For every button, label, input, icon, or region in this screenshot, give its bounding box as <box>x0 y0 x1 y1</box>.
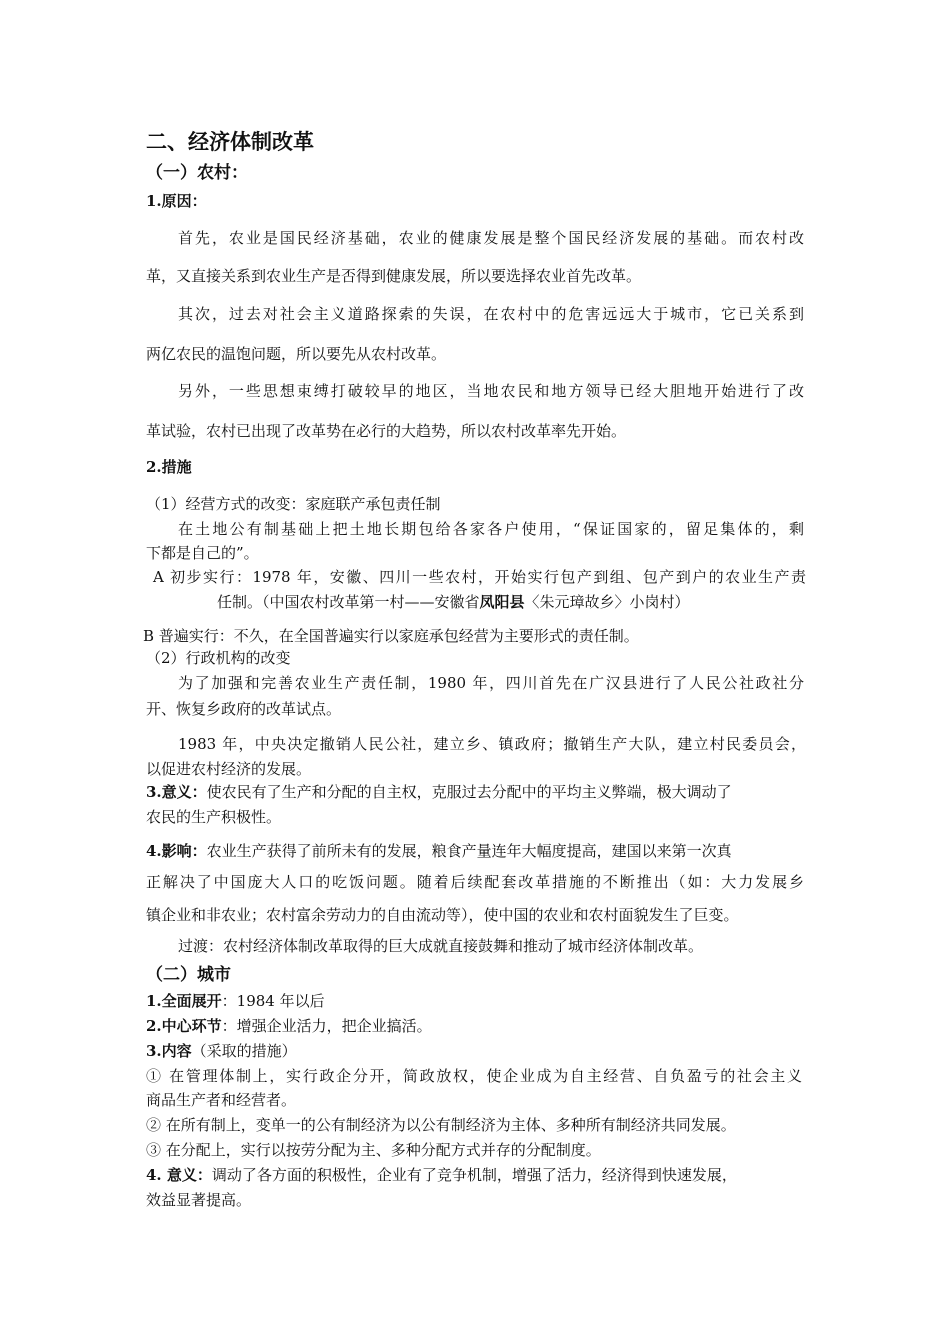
city-point-4-text: 调动了各方面的积极性，企业有了竞争机制，增强了活力，经济得到快速发展， <box>211 1166 737 1184</box>
city-point-3-text: （采取的措施） <box>191 1042 297 1060</box>
measure-2-line: 开、恢复乡政府的改革试点。 <box>146 700 342 718</box>
fengyang-county: 凤阳县 <box>479 593 525 611</box>
impact-line-1 <box>146 841 732 861</box>
meaning-line-1 <box>146 782 732 802</box>
city-item: ③ 在分配上，实行以按劳分配为主、多种分配方式并存的分配制度。 <box>146 1141 601 1159</box>
rural-heading: （一）农村： <box>146 163 248 183</box>
impact-label: 4.影响： <box>146 842 207 860</box>
meaning-label: 3.意义： <box>146 783 207 801</box>
reason-line: 首先，农业是国民经济基础，农业的健康发展是整个国民经济发展的基础。而农村改 <box>178 229 804 247</box>
city-item: ① 在管理体制上，实行政企分开，简政放权，使企业成为自主经营、自负盈亏的社会主义 <box>146 1067 802 1085</box>
city-point-1-label: 1.全面展开 <box>146 992 222 1010</box>
measure-a-line: A 初步实行：1978 年，安徽、四川一些农村，开始实行包产到组、包产到户的农业生产责 <box>153 568 806 586</box>
city-point-2 <box>146 1016 432 1036</box>
meaning-text: 使农民有了生产和分配的自主权，克服过去分配中的平均主义弊端，极大调动了 <box>206 783 732 801</box>
city-item: 商品生产者和经营者。 <box>146 1091 297 1109</box>
city-point-2-text: ：增强企业活力，把企业搞活。 <box>221 1017 432 1035</box>
impact-text: 农业生产获得了前所未有的发展，粮食产量连年大幅度提高，建国以来第一次真 <box>206 842 732 860</box>
city-point-3-label: 3.内容 <box>146 1042 192 1060</box>
measure-1-line: 在土地公有制基础上把土地长期包给各家各户使用，“保证国家的，留足集体的，剩 <box>178 520 804 538</box>
reason-line: 革，又直接关系到农业生产是否得到健康发展，所以要选择农业首先改革。 <box>146 267 642 285</box>
measure-2-title: （2）行政机构的改变 <box>146 649 291 667</box>
city-point-1-text: ：1984 年以后 <box>221 992 325 1010</box>
meaning-line-2: 农民的生产积极性。 <box>146 808 282 826</box>
city-point-2-label: 2.中心环节 <box>146 1017 222 1035</box>
city-point-4-line: 效益显著提高。 <box>146 1191 252 1209</box>
transition-line: 过渡：农村经济体制改革取得的巨大成就直接鼓舞和推动了城市经济体制改革。 <box>178 937 704 955</box>
measure-2-line: 以促进农村经济的发展。 <box>146 760 312 778</box>
measure-2-line: 1983 年，中央决定撤销人民公社，建立乡、镇政府；撤销生产大队，建立村民委员会， <box>178 735 806 753</box>
city-point-1 <box>146 991 325 1011</box>
measure-1-line: 下都是自己的”。 <box>146 544 259 562</box>
measure-b-line: B 普遍实行：不久，在全国普遍实行以家庭承包经营为主要形式的责任制。 <box>143 627 639 645</box>
measure-1-title: （1）经营方式的改变：家庭联产承包责任制 <box>146 495 441 513</box>
measure-a-line-2 <box>217 592 690 612</box>
measures-title: 2.措施 <box>146 458 192 476</box>
reason-line: 另外，一些思想束缚打破较早的地区，当地农民和地方领导已经大胆地开始进行了改 <box>178 382 804 400</box>
city-point-3 <box>146 1041 297 1061</box>
city-heading: （二）城市 <box>146 965 231 985</box>
measure-a-text: 任制。（中国农村改革第一村——安徽省 <box>217 593 480 611</box>
measure-a-text-end: 〈朱元璋故乡〉小岗村） <box>524 593 690 611</box>
city-point-4 <box>146 1165 737 1185</box>
impact-line: 正解决了中国庞大人口的吃饭问题。随着后续配套改革措施的不断推出（如：大力发展乡 <box>146 873 804 891</box>
reason-line: 革试验，农村已出现了改革势在必行的大趋势，所以农村改革率先开始。 <box>146 422 627 440</box>
measure-2-line: 为了加强和完善农业生产责任制，1980 年，四川首先在广汉县进行了人民公社政社分 <box>178 674 804 692</box>
reason-line: 两亿农民的温饱问题，所以要先从农村改革。 <box>146 345 447 363</box>
impact-line: 镇企业和非农业；农村富余劳动力的自由流动等），使中国的农业和农村面貌发生了巨变。 <box>146 906 739 924</box>
city-item: ② 在所有制上，变单一的公有制经济为以公有制经济为主体、多种所有制经济共同发展。 <box>146 1116 736 1134</box>
reason-line: 其次，过去对社会主义道路探索的失误，在农村中的危害远远大于城市，它已关系到 <box>178 305 804 323</box>
city-point-4-label: 4. 意义： <box>146 1166 212 1184</box>
section-title: 二、经济体制改革 <box>146 129 314 154</box>
reason-title: 1.原因： <box>146 192 207 210</box>
